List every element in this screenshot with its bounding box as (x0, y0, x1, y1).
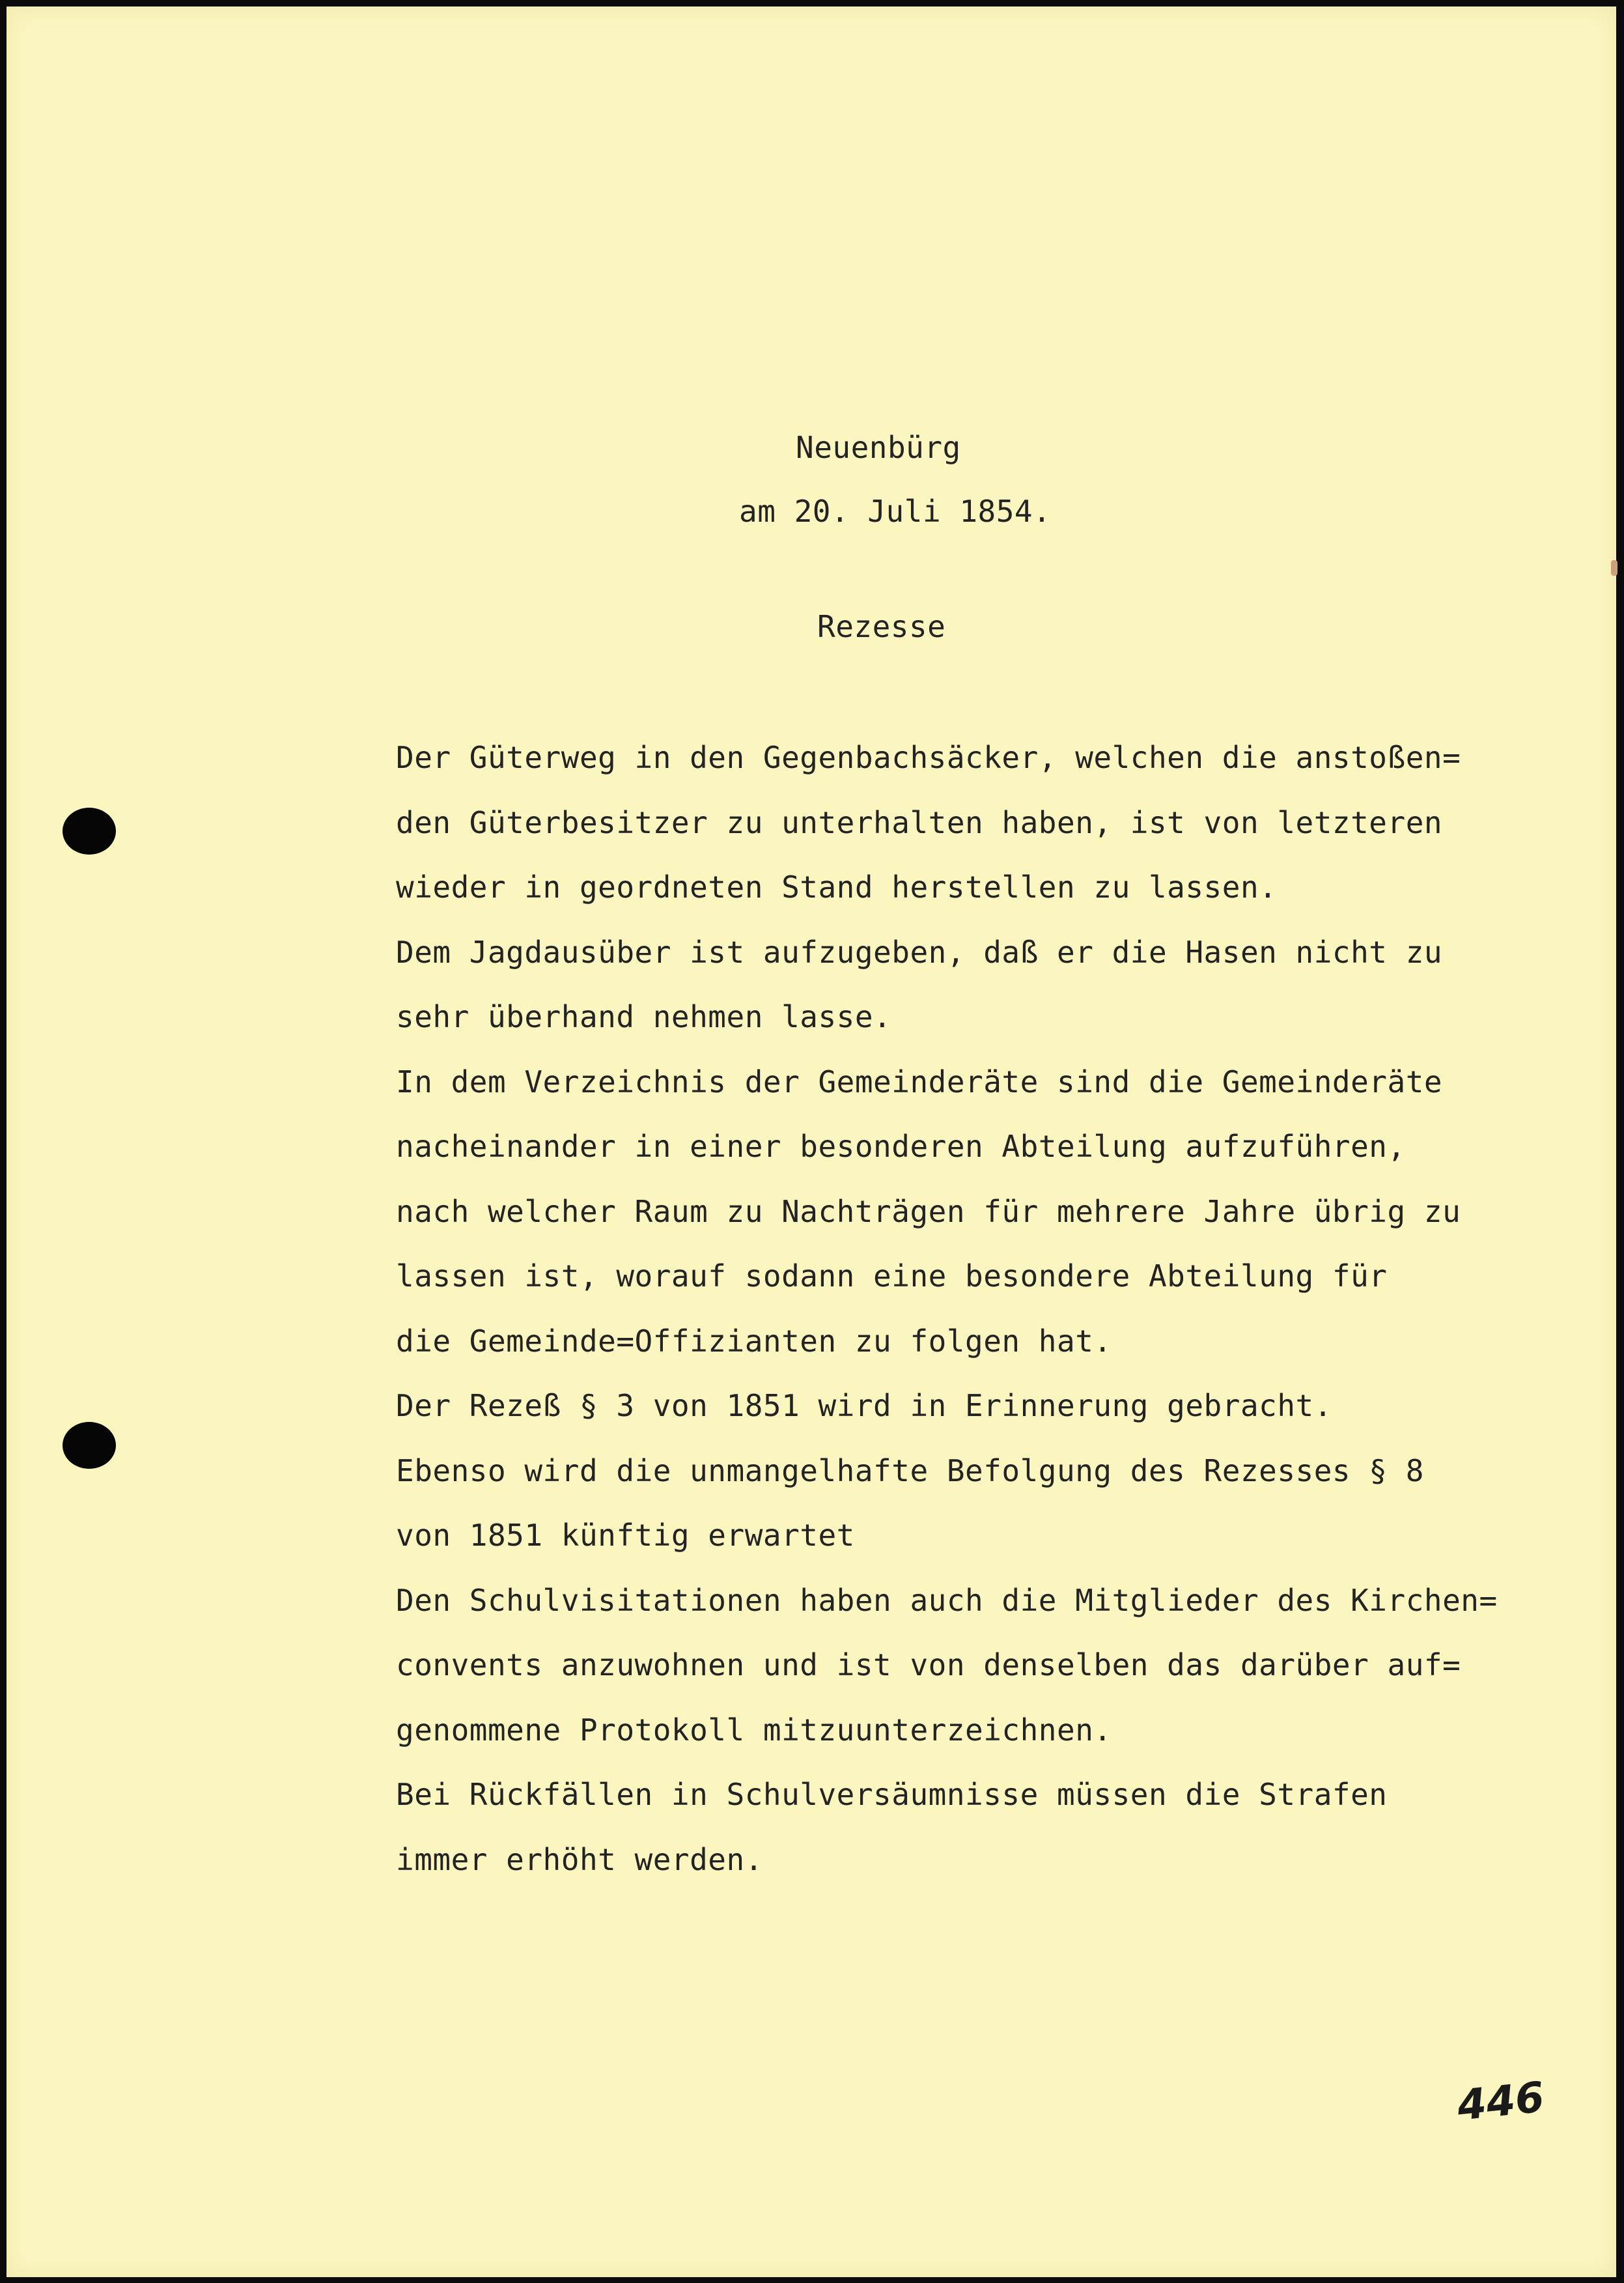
body-line: nach welcher Raum zu Nachträgen für mehrere Jahre übrig zu (396, 1193, 1461, 1229)
body-line: lassen ist, worauf sodann eine besondere Abteilung für (396, 1258, 1388, 1294)
body-line: Den Schulvisitationen haben auch die Mitglieder des Kirchen= (396, 1582, 1498, 1618)
punch-hole (63, 808, 116, 855)
document-heading: Rezesse (817, 609, 946, 644)
body-line: convents anzuwohnen und ist von denselben das darüber auf= (396, 1647, 1461, 1682)
body-line: die Gemeinde=Offizianten zu folgen hat. (396, 1323, 1112, 1359)
body-line: den Güterbesitzer zu unterhalten haben, ist von letzteren (396, 804, 1443, 840)
folio-number: 446 (1455, 2073, 1547, 2131)
body-line: Ebenso wird die unmangelhafte Befolgung des Rezesses § 8 (396, 1453, 1424, 1488)
body-line: sehr überhand nehmen lasse. (396, 999, 892, 1034)
body-line: Der Rezeß § 3 von 1851 wird in Erinnerung gebracht. (396, 1388, 1332, 1423)
body-line: Bei Rückfällen in Schulversäumnisse müssen die Strafen (396, 1777, 1388, 1812)
place-name: Neuenbürg (796, 430, 961, 465)
body-line: Der Güterweg in den Gegenbachsäcker, welchen die anstoßen= (396, 740, 1461, 775)
body-line: immer erhöht werden. (396, 1841, 763, 1877)
body-line: von 1851 künftig erwartet (396, 1518, 855, 1553)
document-date: am 20. Juli 1854. (739, 494, 1052, 529)
punch-hole (63, 1422, 116, 1469)
body-line: Dem Jagdausüber ist aufzugeben, daß er die Hasen nicht zu (396, 934, 1443, 970)
paper-edge-stain (1611, 560, 1617, 576)
body-line: wieder in geordneten Stand herstellen zu lassen. (396, 870, 1278, 905)
body-line: In dem Verzeichnis der Gemeinderäte sind die Gemeinderäte (396, 1064, 1443, 1099)
body-line: nacheinander in einer besonderen Abteilung aufzuführen, (396, 1129, 1406, 1164)
body-line: genommene Protokoll mitzuunterzeichnen. (396, 1712, 1112, 1748)
document-body (396, 735, 1607, 1901)
